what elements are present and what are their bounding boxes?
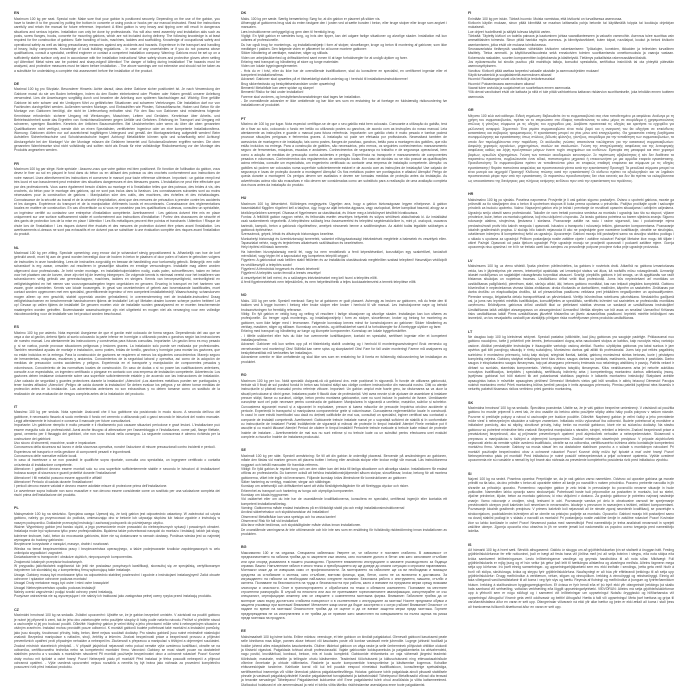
instruction-paragraph: Bemærk! Risiko for fald under installation! xyxy=(241,90,304,95)
instruction-paragraph: Vaarat tulee arvioida ja suojatoimet on suoritettava ennen asennusta. xyxy=(468,86,572,90)
instruction-text xyxy=(468,477,674,533)
instruction-paragraph: Uwaga! Druty metalowe mogą być ostre i mieć ostre krawędzie! xyxy=(14,581,110,586)
instruction-text xyxy=(14,613,220,669)
instruction-paragraph: - De ovenstående advarsler er ikke omfattende og bør ikke ses som en erstatning for at foretage en fuldstændig risikovurdering før installationen af produktet. xyxy=(241,99,447,108)
instruction-paragraph: Varning: Gabionerna måste endast installeras på en tillräckligt stabil yta och enligt installationsinstruktionerna! xyxy=(241,506,405,510)
language-code-label: GR xyxy=(468,108,474,113)
instruction-paragraph: Bezpieczne korzystanie z narzędzi, maszyn, drabin i rusztowań. xyxy=(14,542,110,547)
instruction-paragraph: Uso sicuro di strumenti, macchine, scale e impalcature. xyxy=(14,440,97,445)
instruction-paragraph: Maximální hmotnost 100 kg na sedadlo. Zvláštní upozornění: Ujistěte se, že je gabion bezpečně umístěn. V závislosti na použití gabionu je nutné jej připevnit k zemi, tak že jeho dno zabetonujete nebo použijete sloupky či háky podle našeho návodu. Pečlivě si přečtěte návod a uschovejte si jej pro budoucí použití. Důležité: Naplněný gabion je velmi těžký a jeho převrácení může vést k nebezpečným situacím a vážným zraněním. Instalaci mohou provádět pouze odborníci. K montáži gabionů budete potřebovat také montážní a instalační pomůcky, jako jsou sloupky, šroubovací příruby, háky, beton, které nejsou součástí dodávky. Pro stavbu gabionů jsou nutné minimálně následující znalosti: Bezpečná manipulace s nářadím, stroji, žebříky a lešením. Znalost bezpečnosti práce a bezpečnosti provozu a přijímání preventivních opatření proti případným nehodám a nebezpečím. Zkušenosti s přepravou a manipulací s těžkými a objemnými součástmi. Znalost místních stavebních předpisů. - V případě jakýchkoli nejasností nebo pokud nemáte výše uvedenou kvalifikaci, obraťte se na odborníka, certifikovaného technika nebo na kompetentní montážní firmu. Varování: Gabiony se musí stavět pouze na dostatečně stabilním povrchu a v souladu s montážním návodem! Při montáži používejte bezpečnostní obuv a ochranné rukavice! Pozor! Kovové dráty mohou mít špičaté a ostré hrany! Pozor! Nebezpečí pádu při montáži! Před instalací je třeba posoudit nebezpečí a přijmout ochranná opatření. - Výše uvedená upozornění nejsou rozsáhlá a neměla by být brána jako náhrada za provedení kompletního posouzení rizik před instalací produktu. xyxy=(14,613,220,670)
instruction-paragraph: - Hvis du er i tvivl, eller du ikke har de ovenstående kvalifikationer, skal du konsultere en specialist, en certificeret ingeniør eller et kompetent installationsfirma. xyxy=(241,68,447,77)
language-block xyxy=(14,405,220,497)
language-block xyxy=(14,82,220,153)
language-block xyxy=(468,330,674,392)
instruction-paragraph: Należy ocenić zagrożenia i podjąć środki ochrony przed instalacją. xyxy=(14,590,114,594)
text-columns xyxy=(14,11,674,696)
instruction-paragraph: Varoitus: Kivikorit pitää asettaa tarpeeksi vakaalle alustalle ja asennusohjeiden mukaan! xyxy=(468,68,599,73)
instruction-paragraph: Máximo de 100 kg por lugar. Nota especial: certifique-se de que o seu gabião está bem colocado. Consoante a utilização do gabião, terá de o fixar ao solo, colocando o fundo em betão ou utilizando postes ou ganchos, de acordo com as instruções do nosso manual. Leia atentamente as instruções e guarde o manual para futura referência. Importante: um gabião cheio é muito pesado e tombar poderá provocar situações perigosas e ferimentos graves. A instalação só pode ser efetuada por profissionais. Necessitará também de acessórios de montagem e de instalação, tais como postes, flanges de parafuso, ganchos, betão para a montagem dos gabiões, que não estão incluídos na entrega. Para a construção de gabiões, são necessários, pelo menos, os seguintes conhecimentos: manuseamento seguro de ferramentas, máquinas, escadas e andaimes. Conhecimentos de segurança no trabalho e de segurança operacional, bem como a adoção de medidas de precaução contra acidentes e perigos. Experiência no transporte e manuseamento de componentes pesados e volumosos. Conhecimentos dos regulamentos de construção locais. Em caso de dúvidas ou se não possuir as qualificações acima referidas, consulte um especialista, um engenheiro certificado ou contacte uma empresa de instalação competente. Atenção: os gabiões só podem ser colocados numa superfície suficientemente estável e de acordo com as instruções de instalação! Use calçado de segurança e luvas de proteção durante a montagem! Atenção! Os fios metálicos podem ser pontiagudos e afiados! Atenção! Perigo de queda durante a montagem! Os perigos devem ser avaliados e devem ser tomadas medidas de proteção antes da instalação. As advertências acima não são exaustivas e não devem ser consideradas como um substituto para a realização de uma avaliação completa dos riscos antes da instalação do produto. xyxy=(241,122,447,188)
instruction-text xyxy=(468,114,674,184)
instruction-paragraph: Znajomość lokalnych przepisów budowlanych. xyxy=(14,559,83,564)
instruction-paragraph: Maks. 100 kg per sæde. Særlig bemærkning: Sørg for, at din gabion er placeret på sikker vis. xyxy=(241,16,381,21)
column-2 xyxy=(241,11,447,696)
instruction-paragraph: Læs instruktionerne omhyggeligt og gem dem til fremtidig brug. xyxy=(241,29,336,34)
instruction-paragraph: Maksimaalselt 100 kg istme kohta. Eriline märkus: veenduge, et teie gabioon on kindlalt paigaldatud. Olenevalt gabiooni kasutusest peate selle kinnitama maa külge, pannes aluse betooni või kasutades poste või konkse vastavalt meie juhendile. Lugege juhiseid hoolikalt ja hoidke juhend alles edaspidiseks kasutamiseks. Oluline: täidetud gabioon on väga raske ja selle ümberminek põhjustab ohtlikke olukordi ja tõsiseid vigastusi. Paigaldada tohivad ainult professionaalid. Vajate gabioonide kokkupanekuks ja paigaldamiseks ka abivahendeid, nagu postid, kruviäärikud, konksud, betoon, mis ei kuulu komplekti. Gabioonide ehitamiseks on vaja vähemalt järgmisi teadmisi: tööriistade, masinate, redelite ja tellingute ohutu käsitsemine. Teadmised tööohutusest ja käitusohutusest ning ettevaatusabinõude võtmine õnnetuste ja ohtude vältimiseks. Raskete ja suurte komponentide transportimise ja käsitsemise kogemus. Kohalike ehituseeskirjade tundmine. Kahtluste korral või kui teil puudub eespool nimetatud kvalifikatsioon, konsulteerige spetsialistiga, sertifitseeritud inseneriga või võtke ühendust pädeva paigaldusettevõttega. Hoiatus: gabioone tohib paigaldada ainult piisavalt stabiilsele pinnale ja vastavalt paigaldusjuhistele! Kandke paigaldamisel turvajalatseid ja kaitsekindaid! Tähelepanu! Metalltraadid võivad olla teravad ja teravate servadega! Tähelepanu! Paigaldamisel kukkumise oht! Enne paigaldamist tuleb ohud analüüsida ja võtta kaitsemeetmed. Ülaltoodud hoiatused ei ole ammendavad ja neid ei tohiks võtta täieliku riskihindamise asendajana enne toote paigaldamist. xyxy=(241,634,447,687)
instruction-paragraph: Le avvertenze sopra indicate non sono esaustive e non devono essere considerate come un sostituto per una valutazione completa dei rischi prima dell'installazione del prodotto. xyxy=(14,488,220,497)
instruction-paragraph: Wiedza na temat bezpieczeństwa pracy i bezpieczeństwa operacyjnego, a także podejmowanie środków zapobiegawczych w celu uniknięcia wypadków i zagrożeń. xyxy=(14,546,220,555)
language-code-label: BG xyxy=(241,545,247,550)
instruction-paragraph: - I tilfelle usikkerhet eller hvis du ikke har ovennevnte kvalifikasjoner, kontakt en spesialist, sertifisert ingeniør eller et kompetent installasjonsfirma. xyxy=(241,333,447,342)
instruction-paragraph: Afhængigt af gabionens brug skal du enten fastgøre den i jorden ved at sætte bunden i beton, eller bruge stolper eller kroge som angivet i manualen. xyxy=(241,20,447,30)
instruction-text xyxy=(14,87,220,152)
instruction-paragraph: Kunskap om lokala byggnormer. xyxy=(241,492,290,497)
instruction-paragraph: Viden om arbejdssikkerhed og driftssikkerhed samt evnen til at tage forholdsregler for at undgå ulykker og farer. xyxy=(241,55,408,60)
language-code-label: NO xyxy=(241,293,247,298)
instruction-text xyxy=(14,512,220,599)
language-code-label: DK xyxy=(241,11,247,15)
instruction-text xyxy=(14,251,220,316)
instruction-paragraph: Powyższe ostrzeżenia nie są wyczerpujące i nie należy ich traktować jako zastępstwa pełnej oceny ryzyka przed instalacją produktu. xyxy=(14,594,212,599)
instruction-paragraph: Figyelem: A gabionokat csak kellően stabil felületen és az installációs utasításoknak megfelelően szabad telepíteni! Használjon védőcipőt és védőkesztyűt a telepítés során! xyxy=(241,258,447,267)
instruction-paragraph: Ha bármiben bizonytalanság merül fel, vagy ha nem rendelkezik a fenti képesítésekkel, konzultáljon egy szakértővel, tanúsított mérnökkel, vagy lépjen fel a kapcsolatot egy kompetens telepítő céggel. xyxy=(241,249,447,258)
language-block xyxy=(468,11,674,99)
instruction-paragraph: Erfaring med transport og håndtering af store og tunge materialer. xyxy=(241,59,340,64)
instruction-paragraph: Doświadczenie w transporcie i obsłudze ciężkich, nieporęcznych komponentów. xyxy=(14,555,133,560)
instruction-paragraph: In caso di incertezze o se non possiedi le qualifiche sopra riportate, consulta uno specialista, un ingegnere certificato o contatta un'azienda di installazione competente. xyxy=(14,458,220,467)
instruction-paragraph: Figyelem! A telepítés során fennáll a leesés veszélye! xyxy=(241,271,321,276)
instruction-paragraph: Attenzione: I gabbioni devono essere montati solo su una superficie sufficientemente stabile e secondo le istruzioni di installazione! Indossa scarpe di sicurezza e guanti protettivi durante l'installazione! xyxy=(14,466,220,476)
instruction-text xyxy=(241,202,447,285)
language-code-label: FR xyxy=(14,161,19,166)
instruction-paragraph: Använd säkerhetsskor och skyddshandskar vid installation! xyxy=(241,510,329,515)
language-block xyxy=(468,192,674,250)
language-block xyxy=(241,117,447,188)
instruction-text xyxy=(241,551,447,621)
language-code-label: LV xyxy=(468,258,473,263)
instruction-text xyxy=(241,299,447,364)
instruction-text xyxy=(468,548,674,609)
language-code-label: IT xyxy=(14,404,18,409)
instruction-text xyxy=(468,198,674,250)
language-code-label: EN xyxy=(14,11,20,15)
language-block xyxy=(468,259,674,321)
instruction-paragraph: Viktig: En fylt gabion er veldig tung og velting vil resultere i farlige situasjoner og alvorlige skader. Installasjon kan kun utføres av profesjonelle. Du trenger også monterings- og installasjonshjelp i form av stolper, skrueflenser, kroker og betong for montering av gabioner, som ikke følger med i leveransen. Følgende kunnskap kreves minst for konstruksjonen av gabioner: Sikker håndtering av verktøy, maskiner, stiger og stillaser. Kunnskap om arbeids- og driftssikkerhet samt å ta forholdsregler for å forebygge ulykker og farer. xyxy=(241,311,447,329)
instruction-paragraph: Esperienza nel trasporto e nella gestione di componenti pesanti e ingombranti. xyxy=(14,449,132,454)
instruction-paragraph: I pericoli devono essere valutati e devono essere adottate misure di protezione prima dell'installazione. xyxy=(14,484,168,489)
language-code-label: LT xyxy=(468,329,473,334)
instruction-paragraph: W przypadku jakichkolwiek wątpliwości lub jeśli nie posiadasz powyższych kwalifikacji, skonsultuj się ze specjalistą, certyfikowanym inżynierem lub skontaktuj się z kompetentną firmą wykonującą takie instalacje. xyxy=(14,563,220,573)
language-block xyxy=(14,11,220,73)
instruction-paragraph: Uwaga! Niebezpieczeństwo upadku podczas instalacji! xyxy=(14,585,96,590)
language-block xyxy=(241,293,447,364)
instruction-paragraph: Að hámarki 100 kg á hvert sæti. Sérstök athugasemd: Gakktu úr skugga um að grjóthleðslukarfan þín sé staðsett á öruggan hátt. Festing grjóthleðslukörfunnar fer eftir notkuninni, það er hægt að festa hana við jörðina með því að setja botninn í steypu, eða nota stólpa eða króka samkvæmt leiðbeiningunum. Lestu leiðbeiningarnar vandlega og geymdu handbókina til að nota síðar. Mikilvægt: Full grjóthleðslukarfa er mjög þung og ef hún veltur þá getur það leitt til hættulegra aðstæðna og alvarlegra meiðsla. Aðeins fagmenn mega setja upp körfurnar. Þú þarft einnig samsetningar- og uppsetningarhjálpartæki sem eru ekki innifalin í sendingu, þetta geta verið hlutir á borð við stólpa, skrúfukraga, króka og steypu fyrir grjóthleðslukörfuna. Nauðsynlegt er að búa yfir eftirfarandi þekkingu til að setja upp grjóthleðslukörfur: Örugg meðhöndlun á verkfærum, vélum, stigum og vinnupöllum. Þekking á vinnuöryggi og rekstraröryggi. Einnig að taka viðeigandi varúðarráðstafanir til að koma í veg fyrir slys og hættu. Reynsla af flutningi og meðhöndlun á þungum og fyrirferðarmiklum hlutum. Þekking á staðbundnum byggingarreglugerðum. Ef óvissa er fyrir hendi eða ef þú býrð ekki yfir ofangreindri þekkingu þá skaltu hafa samband við sérfræðing, vottaðan verkfræðing eða löggilt uppsetningarfyrirtæki. VIÐVÖRUN: Aðeins má setja grjóthleðslukörfurnar upp á yfirborði sem er nógu stöðugt og í samræmi við leiðbeiningar um uppsetningu! Notaðu öryggisskó og hlífðarhanska við uppsetningu! Athugaðu! Vírarnir geta verið oddhvassir og beittir! Athugaðu! Hætta á falli við uppsetningu! Meta þarf hættuna og grípa til varúðarráðstafana áður en varan er sett upp. Ofangreindar viðvaranir ná ekki yfir allar hættur og þeim er ekki ætlað að koma í stað þess að framkvæma fullkomið áhættumat áður en varan er sett upp. xyxy=(468,548,674,609)
instruction-paragraph: Conoscenza della sicurezza sul lavoro e della sicurezza operativa, nonché l'adozione di misure precauzionali contro incidenti e pericoli. xyxy=(14,445,216,450)
instruction-paragraph: Največ 100 kg na sedež. Posebna opomba: Prepričajte se, da je vaš gabion varno nameščen. Odvisno od uporabe gabiona ga morate pritrditi na tla tako, da dno pritrdite v beton ali uporabite stebre ali kavlje po navodilih v našem priročniku. Pozorno preberite navodila in jih shranite za prihodnjo uporabo. Pomembno: napolnjen gabion je zelo težak in prevračanje bo povzročilo nevarne situacije in hude poškodbe. Namestitev lahko opravijo samo strokovnjaki. Potrebovali boste tudi pripomočke za postavitev in montažo, kot so stebri, vijačne prirobnice, kljuke, beton za montažo gabionov, ki niso vključeni v dostavo. Za gradnjo gabionov je potrebno najmanj naslednje znanje: Varno rokovanje z orodjem, stroji, lestvami in odri. Poznavanje varstva pri delu in obratovalne varnosti ter sprejemanje previdnostnih ukrepov proti kakršnim koli nesrečam in nevarnostim. Izkušnje s prevozom in ravnanjem s težkimi, velikimi komponentami. Poznavanje lokalnih gradbenih predpisov. V primeru kakršnih koli nejasnosti ali če nimate zgoraj navedenih kvalifikacij, se posvetujte s strokovnjakom, pooblaščenim inženirjem ali se obrnite na pristojno podjetje za montažo. Opozorilo: Gabioni morajo biti postavljeni samo na dovolj stabilni podlagi in v skladu z navodili za montažo! Pri postavljanju nosite zaščitne čevlje in zaščitne rokavice! Pozor! Kovinske žice so lahko koničaste in ostre! Pozor! Nevarnost padca med namestitvijo! Pred namestitvijo je treba analizirati nevarnosti in sprejeti zaščitne ukrepe. Zgornja opozorila niso obsežna in jih ne smete jemati kot nadomestilo za popolno oceno tveganja pred namestitvijo izdelka. xyxy=(468,477,674,534)
instruction-text xyxy=(241,635,447,687)
instruction-paragraph: Vigtigt: En fyldt gabion er særdeles tung, og hvis den tipper, kan det udgøre farlige situationer og alvorlige skader. Installation må kun udføres af professionelle. xyxy=(241,33,447,43)
instruction-paragraph: Brug sikkerhedssko og beskyttelseshandsker under opsætning! xyxy=(241,81,336,86)
instruction-text xyxy=(14,410,220,497)
language-block xyxy=(241,373,447,439)
instruction-paragraph: Figyelem! A fémdrótok hegyesek és élesek lehetnek! xyxy=(241,267,320,272)
instruction-paragraph: Massimo 100 kg per seduta. Nota speciale: Assicurati che il tuo gabbione sia posizionato in modo sicuro. A seconda dell'uso del gabbione, è necessario fissarlo al suolo mettendo il fondo nel cemento o utilizzando pali o ganci secondo le istruzioni del nostro manuale. Leggi attentamente le istruzioni e conserva il manuale per future consultazioni. xyxy=(14,410,220,424)
instruction-text xyxy=(468,335,674,391)
instruction-paragraph: Vid osäkerhet eller om du inte har de ovanstående kvalifikationerna, konsultera en specialist, certifierad ingenjör eller kontakta ett kompetent installationsföretag. xyxy=(241,497,447,506)
language-code-label: NL xyxy=(14,245,19,250)
instruction-paragraph: Viktigt: En fylld gabion är mycket tung och om den välter kan det leda till farliga situationer och allvarliga skador. Installationen får endast utföras av professionella. Du kommer också att behöva installationshjälpmedel såsom stolpar, skruvflänsar, krokar, betong för att montera gabionerna, vilket inte ingår vid leveransen. Följande kunskap krävs åtminstone för konstruktionen av gabioner: xyxy=(241,466,447,480)
instruction-text xyxy=(468,406,674,462)
language-block xyxy=(468,108,674,183)
instruction-paragraph: Enintään 100 kg per istuin. Tärkeä huomio: Muista varmistaa, että kivikorisi on turvallisessa asennossa. xyxy=(468,16,623,21)
instruction-paragraph: Farerne skal vurderes, og beskyttelsesforanstaltninger skal tages før installation. xyxy=(241,94,361,99)
language-code-label: SI xyxy=(468,471,472,476)
language-block xyxy=(14,162,220,237)
instruction-paragraph: Advarslene ovenfor er ikke omfattende og skal ikke ses som en erstatning for å foreta en fullstendig risikovurdering før installasjon av produktet. xyxy=(241,355,447,364)
language-code-label: ES xyxy=(14,325,19,330)
instruction-text xyxy=(14,167,220,237)
instruction-paragraph: Ne daugiau kaip 100 kg kiekvienai sėdynei. Speciali pastaba: įsitikinkite, kad jūsų gabionas yra saugioje padėtyje. Priklausomai nuo gabiono naudojimo, turite jį pritvirtinti prie žemės, įbetonuodami dugną arba naudodami stulpus ar kablius, kaip nurodyta mūsų vartotojo vadove. Atidžiai perskaitykite instrukcijas ir išsaugokite vartotojo vadovą ateičiai. Svarbu: užpildytas gabionas yra labai sunkus ir jam apvirtus gali kilti pavojingų situacijų ir rimtų sužalojimų. Montavimo darbus gali atlikti tik profesionalai. Jums taip pat reikės pagalbinių surinkimo ir montavimo priemonių, tokių kaip stulpai, srieginiai flanšai, kabliai, gabionų montavimui skirtas betonas, kurie į pristatymo komplektą neįeina. Gabionų statybai reikalingos bent šios žinios: saugus darbas su įrankiais, mašinomis, kopėčiomis ir pastoliais. Darbo saugos ir eksploatavimo saugos išmanymas, taip pat atsargumo priemonių ėmimasis nuo nelaimingų atsitikimų ir pavojų. Patirtis vežant ir dirbant su sunkiais, stambiais komponentais. Vietinių statybos taisyklių išmanymas. Kilus neaiškumams arba jei neturite aukščiau nurodytos kvalifikacijos, kreipkitės į specialistą, sertifikuotą inžinierių arba į kompetentingą montavimo darbus atliekančią įmonę. Įspėjimas: gabionai turi būti statomi tik ant pakankamai stabilaus pagrindo ir laikantis montavimo instrukcijų! Statydami avėkite apsauginius batus ir mūvėkite apsaugines pirštines! Dėmesio! Metalinės vielos gali būti smailios ir aštrių briaunų! Dėmesio! Pavojus nukristi montavimo metu! Prieš montavimą būtina įvertinti pavojus ir imtis apsaugos priemonių. Pirmiau pateikti įspėjimai nėra išsamūs ir neturėtų pakeisti išsamaus rizikos vertinimo prieš gaminio montavimą. xyxy=(468,335,674,392)
instruction-paragraph: Yllä olevat varoitukset eivät ole kattavia ja niitä ei tule pitää vaihtoehtona kattavan riskiarvion suorittamiselle, joka tehdään ennen tuotteen asennusta. xyxy=(468,90,674,99)
language-block xyxy=(14,246,220,317)
instruction-paragraph: A veszélyeket fel kell mérni, és a szükséges intézkedéseket meg kell hozni a telepítés előtt. xyxy=(241,275,378,280)
language-block xyxy=(241,196,447,284)
instruction-text xyxy=(14,331,220,396)
instruction-paragraph: Lue ohjeet huolellisesti ja säilytä tulevaa käyttöä varten. xyxy=(468,29,552,34)
language-code-label: SK xyxy=(468,400,474,405)
instruction-paragraph: Erfaring med transport og håndtering av tunge og klumpete komponenter. Kunnskap om lokale byggeforskrifter. xyxy=(241,329,407,334)
instruction-paragraph: Uwaga: Gabiony muszą być montowane tylko na odpowiednio stabilnej powierzchni i zgodnie z instrukcjami instalacyjnymi! Załóż obuwie ochronne i rękawice ochronne podczas montażu! xyxy=(14,572,220,581)
instruction-paragraph: Erfarenhet av transport och hantering av tunga och otympliga komponenter. xyxy=(241,488,354,493)
language-code-label: DE xyxy=(14,81,20,86)
language-code-label: EE xyxy=(241,629,246,634)
instruction-paragraph: Tärkeää: Täytetty kivikori on todella painava ja kaatuminen johtaa vaaratilanteeseen ja vakaviin vammoihin. Asennus tulee suorittaa vain ammattilaisten toimesta. Sinun pitää hankkia myös asennus- ja kiinnitystarvikkeet, kuten tolpat, ruuvilaipat, koukut ja betoni kivikorin asentamiseen, jotka eivät ole mukana toimituksessa. xyxy=(468,33,674,47)
instruction-paragraph: Du har også brug for monterings- og installationshjælp i form af stolper, skrueflanger, kroge og beton til montering af gabioner, som ikke medfølger i pakken. Den følgende viden er påkrævet for at kunne montere gabioner: xyxy=(241,42,447,51)
instruction-paragraph: Maksimalno 100 kg po sjedalu. Posebna napomena: Provjerite je li vaš gabion sigurno postavljen. Ovisno o upotrebi gabiona, morate ga pričvrstiti za tlo stavljanjem dna u beton ili upotrebom stupova ili kuka prema uputama u priručniku. Pažljivo pročitajte upute i sačuvajte priručnik za buduću upotrebu. Važno: Napunjeni gabion vrlo je težak i prevrtanje će rezultirati opasnim situacijama i ozbiljnim ozljedama. Ugradnju smiju obaviti samo profesionalci. Također će vam trebati pomoćna sredstva za montažu i ugradnju kao što su stupovi, vijčane prirubnice, kuke, beton za montažu gabiona, koji nisu uključeni u isporuku. Za izradu gabiona potrebna su barem sljedeća znanja: Sigurno rukovanje alatima, strojevima, ljestvama i skelama. Poznavanje zaštite na radu i radne sigurnosti, kao i poduzimanje mjera predostrožnosti protiv bilo kakvih nezgoda i opasnosti. Iskustvo u transportu i rukovanju teškim, glomaznim komponentama. Poznavanje lokalnih građevinskih propisa. U slučaju bilo kakvih nejasnoća ili ako ne posjedujete gore navedene kvalifikacije, obratite se stručnjaku, ovlaštenom inženjeru ili kompetentnoj tvrtki za ugradnju. Upozorenje: Gabioni moraju biti postavljeni samo na dovoljno stabilnu podlogu i u skladu s uputama za ugradnju! Prilikom postavljanja nosite zaštitne cipele i zaštitne rukavice! Pažnja! Metalne žice mogu biti šiljate i oštre! Pažnja! Opasnost od pada tijekom ugradnje! Prije ugradnje moraju se procijeniti opasnosti i poduzeti zaštitne mjere. Gornja upozorenja nisu opsežna i ne bi ih se trebalo uzeti kao zamjenu za provođenje potpune procjene rizika prije ugradnje proizvoda. xyxy=(468,197,674,250)
language-code-label: SE xyxy=(241,448,246,453)
column-1 xyxy=(14,11,220,696)
language-code-label: IS xyxy=(468,542,472,547)
instruction-text xyxy=(241,17,447,108)
language-block xyxy=(14,325,220,396)
language-code-label: PT xyxy=(241,116,246,121)
instruction-paragraph: Jos epävarmuutta tai sinulta puuttuu yllä mainittuja taitoja, konsultoi spesialistia, sertifioitua insinööriä tai ota yhteyttä pätevään asennusyritykseen. xyxy=(468,59,674,69)
instruction-paragraph: Maximálna hmotnosť 100 kg na sedadlo. Špeciálna poznámka: Uistite sa, že je váš gabion bezpečne umiestnený. V závislosti od použitia gabionu ho musíte pripevniť k zemi tak, že dno osadíte do betónu alebo použijete stĺpiky alebo háky podľa pokynov v našom návode. Pozorne si prečítajte pokyny a návod si uschovajte pre budúce použitie. Dôležité: Naplnený gabion je veľmi ťažký a jeho prevrátenie môže viesť k nebezpečným situáciám a vážnym zraneniam. Inštaláciu môžu vykonávať iba odborníci. Budete potrebovať aj montážne a inštalačné pomôcky, ako sú stĺpiky, skrutkové príruby, háky, betón na montáž gabionov, ktoré nie sú súčasťou dodávky. Na stavbu gabionov sú potrebné minimálne tieto znalosti: Bezpečná manipulácia s náradím, strojmi, rebríkmi a lešením. Znalosť bezpečnosti práce a prevádzkovej bezpečnosti, ako aj prijímanie preventívnych opatrení proti akýmkoľvek nehodám a nebezpečenstvám. Skúsenosti s prepravou a manipuláciou s ťažkými a objemnými komponentmi. Znalosť miestnych stavebných predpisov. V prípade akýchkoľvek nejasností alebo ak nemáte vyššie uvedenú kvalifikáciu, obráťte sa na odborníka, certifikovaného inžiniera alebo kontaktujte kompetentnú montážnu firmu. Varovanie: Gabiony sa musia stavať len na dostatočne stabilnom povrchu a v súlade s montážnym návodom! Pri montáži používajte bezpečnostnú obuv a ochranné rukavice! Pozor! Kovové drôty môžu byť špicaté a mať ostré hrany! Pozor! Nebezpečenstvo pádu pri montáži! Pred inštaláciou je nutné posúdiť nebezpečenstvá a prijať ochranné opatrenia. Vyššie uvedené upozornenia nie sú rozsiahle a nemali by byť brané ako náhrada za prevedenie kompletného posúdenia rizík pred inštaláciou výrobku. xyxy=(468,406,674,463)
language-block xyxy=(241,545,447,620)
instruction-paragraph: Maximal 100 kg pro Sitzplatz. Besonderer Hinweis: Achte darauf, dass deine Gabione sicher positioniert ist. Je nach Verwendung der Gabione musst du sie am Boden befestigen, indem du den Boden einbetonierst oder Pfosten oder Haken gemäß unserer Anleitung verwendest. Lies die Anweisungen sorgfältig durch und bewahre die Anleitung zum späteren Nachschlagen auf. Wichtig: Eine gefüllte Gabione ist sehr schwer und ein Umkippen führt zu gefährlichen Situationen und schweren Verletzungen. Die Installation darf nur von Fachleuten durchgeführt werden. Außerdem werden Montage- und Einbauhilfen wie Pfosten, Schraubflansche, Haken und Beton für die Montage von Gabionen benötigt, die nicht im Lieferumfang enthalten sind. Für den Bau von Gabionen sind mindestens folgende Kenntnisse erforderlich: sicherer Umgang mit Werkzeugen, Maschinen, Leitern und Gerüsten. Kenntnisse über Arbeits- und Betriebssicherheit sowie das Ergreifen von Vorsichtsmaßnahmen gegen Unfälle und Gefahren. Erfahrung im Transport und Umgang mit schweren, sperrigen Bauteilen. Kenntnis der örtlichen Bauvorschriften. Bei Unsicherheiten oder wenn du über die oben genannten Qualifikationen nicht verfügst, wende dich an einen Spezialisten, zertifizierten Ingenieur oder an eine kompetente Installationsfirma. Warnung: Gabionen dürfen nur auf ausreichend tragfähigem Untergrund und gemäß der Montageanleitung aufgestellt werden! Beim Aufstellen Sicherheitsschuhe und Schutzhandschuhe tragen! Achtung! Metalldrähte können spitz und scharfkantig sein! Achtung! Absturzgefahr bei der Montage! Vor der Montage müssen die Gefahren bewertet und Schutzmaßnahmen ergriffen werden. Die oben genannten Warnhinweise sind nicht vollständig und sollten nicht als Ersatz für eine vollständige Risikobewertung vor der Montage des Produkts angesehen werden. xyxy=(14,87,220,153)
instruction-paragraph: Fontos: A feltöltött gabion nagyon nehéz, és felborulás esetén veszélyes helyzetek és súlyos sérülések alakulhatnak ki. Az installálást csak szakemberek végezhetik. A telepítéshez szükség lesz összeszerelési és telepítési segédeszközökre is, mint pl. oszlopok, csavaros karimák, kampók, beton a gabionok rögzítéséhez, amelyek nincsenek benne a szállítmányban. Az alábbi tudás legalább szükséges a gabionok építéséhez: xyxy=(241,214,447,232)
instruction-paragraph: Maximalt 100 kg per säte. Speciell anmärkning: Se till att din gabion är ordentligt placerad. Beroende på användningen av gabionen, måste den fästas vid marken genom att placera botten i betong eller använda stolpar eller krokar enligt vår manual. Läs instruktionerna noggrant och behåll manualen för framtida referens. xyxy=(241,453,447,467)
language-block xyxy=(468,543,674,609)
instruction-paragraph: Observera! Metalltrådar kan vara spetsiga och ha vassa kanter! xyxy=(241,514,336,519)
instruction-paragraph: Huomio! Rautalangat voivat olla teräviä ja teräväreunaisia! xyxy=(468,77,556,82)
instruction-paragraph: Maks. 100 kg per sete. Spesiell merknad: Sørg for at gabionen er godt plassert. Avhengig av bruken av gabionen, må du feste den til bakken ved å legge bunnen i betong eller bruke stolper eller kroker i henhold til vår manual. Les instruksjonene nøye og behold bruksanvisningen for fremtidig referanse. xyxy=(241,298,447,312)
instruction-paragraph: Viden om lokale bygningsreglementer. xyxy=(241,64,298,69)
instruction-paragraph: Máximo 100 kg por asiento. Nota especial: Asegúrese de que el gavión esté colocado de forma segura. Dependiendo del uso que se vaya a dar al gavión, deberá fijarlo al suelo colocando la parte inferior en hormigón o utilizando postes o ganchos según las instrucciones de nuestro manual. Lea atentamente las instrucciones y consérvelas para futuras consultas. Importante: Un gavión lleno es muy pesado y, si se vuelca, puede provocar situaciones peligrosas y lesiones graves. La instalación solo puede ser realizada por profesionales. También necesitará ayudas de montaje e instalación, como postes, bridas de tornillo, ganchos y hormigón para montar los gaviones, que no están incluidos en la entrega. Para la construcción de gaviones se requieren al menos los siguientes conocimientos: Manejo seguro de herramientas, máquinas, escaleras y andamios. Conocimientos de la seguridad laboral y operativa, así como de la adopción de medidas de precaución contra accidentes y peligros. Experiencia en el transporte y manipulación de componentes pesados y voluminosos. Conocimiento de las normativas locales de construcción. En caso de dudas o si no posee las cualificaciones anteriores, consulte a un especialista, un ingeniero certificado o póngase en contacto con una empresa de instalación competente. Advertencia: Los gaviones deben instalarse únicamente sobre una superficie suficientemente estable y de acuerdo con las instrucciones de instalación. ¡Use calzado de seguridad y guantes protectores durante la instalación! ¡Atención! ¡Los alambres metálicos pueden ser puntiagudos y tener bordes afilados! ¡Atención! ¡Peligro de caída durante la instalación! Se deben evaluar los peligros y se deben tomar medidas de protección antes de la instalación. Las advertencias anteriores no son exhaustivas y no deben tomarse como un sustituto de la realización de una evaluación de riesgos completa antes de la instalación del producto. xyxy=(14,330,220,396)
instruction-paragraph: Attenzione! I fili metallici possono essere appuntiti e affilati! xyxy=(14,475,102,480)
instruction-text xyxy=(468,264,674,320)
instruction-paragraph: Alla faror måste bedömas, och skyddsåtgärder måste vidtas innan installationen. xyxy=(241,523,362,528)
instruction-paragraph: A fenti figyelmeztetések nem teljeskörűek, és nem helyettesíthetik a teljes kockázatelemzést a termék telepítése előtt. xyxy=(241,280,417,285)
instruction-paragraph: Sikker håndtering af værktøjer, maskiner, stiger og stillads. xyxy=(241,51,329,56)
instruction-paragraph: Μέγιστο 100 κιλά ανά κάθισμα. Ειδική σημείωση: Βεβαιωθείτε ότι το συρματοκιβώτιό σας είναι τοποθετημένο με ασφάλεια. Ανάλογα με τη χρήση του συρματοκιβωτίου, πρέπει να το στερεώσετε στο έδαφος τοποθετώντας το κάτω μέρος σε σκυρόδεμα ή χρησιμοποιώντας στύλους ή γάντζους σύμφωνα με τις οδηγίες του εγχειριδίου μας. Διαβάστε προσεκτικά τις οδηγίες και κρατήστε το εγχειρίδιο για μελλοντική αναφορά. Σημαντικό: Ένα γεμάτο συρματοκιβώτιο είναι πολύ βαρύ και η ανατροπή του θα οδηγήσει σε επικίνδυνες καταστάσεις και σοβαρούς τραυματισμούς. Η εγκατάσταση μπορεί να γίνει μόνο από επαγγελματίες. Θα χρειαστείτε επίσης βοηθήματα συναρμολόγησης και εγκατάστασης όπως στύλους, βιδωτές φλάντζες, γάντζους, σκυρόδεμα για την τοποθέτηση των συρματοκιβωτίων, τα οποία δεν περιλαμβάνονται στην παράδοση. Οι ακόλουθες γνώσεις απαιτούνται τουλάχιστον για την κατασκευή συρματοκιβωτίων: Ασφαλής χειρισμός εργαλείων, μηχανημάτων, σκαλών και σκαλωσιών. Γνώση της επαγγελματικής ασφάλειας και της λειτουργικής ασφάλειας καθώς και λήψη προληπτικών μέτρων έναντι τυχόν ατυχημάτων και κινδύνων. Εμπειρία στη μεταφορά και στον χειρισμό βαρέων, ογκωδών εξαρτημάτων. Γνώση των τοπικών οικοδομικών κανονισμών. Σε περίπτωση αβεβαιότητας ή εάν δεν διαθέτετε τα παραπάνω προσόντα, συμβουλευτείτε έναν ειδικό, πιστοποιημένο μηχανικό ή επικοινωνήστε με μια αρμόδια εταιρεία εγκατάστασης. Προειδοποίηση: Τα συρματοκιβώτια πρέπει να τοποθετούνται μόνο σε επαρκώς σταθερή επιφάνεια και σύμφωνα με τις οδηγίες εγκατάστασης! Φοράτε παπούτσια ασφαλείας και προστατευτικά γάντια κατά την εγκατάσταση! Προσοχή! Τα μεταλλικά σύρματα μπορεί να είναι μυτερά και αιχμηρά! Προσοχή! Κίνδυνος πτώσης κατά την εγκατάσταση! Οι κίνδυνοι πρέπει να αξιολογηθούν και να ληφθούν προστατευτικά μέτρα πριν από την εγκατάσταση. Οι παραπάνω προειδοποιήσεις δεν είναι εκτενείς και δεν θα πρέπει να εκλαμβάνονται ως υποκατάστατο της διενέργειας μιας πλήρους εκτίμησης κινδύνου πριν από την εγκατάσταση του προϊόντος. xyxy=(468,113,674,183)
language-code-label: HR xyxy=(468,192,474,197)
instruction-text xyxy=(241,122,447,187)
language-block xyxy=(468,401,674,463)
language-block xyxy=(241,629,447,687)
instruction-paragraph: Seuraavanlaista tietämystä vaaditaan vähintään kivikorien rakentamiseen: Työkalujen, koneiden, tikkaiden ja telineiden turvallinen käsittely. Tietoa ammatti- ja käyttöturvallisuudesta sekä ennakoivien toimien suorittamisesta onnettomuuksia ja vaaroja vastaan. Kokemusta raskaiden, suurten komponenttien kuljetuksesta ja käsittelystä. Tietämys paikallisista rakennussäännöksistä. xyxy=(468,46,674,60)
instruction-paragraph: Huomio! Putoamisvaara asennuksen aikana! xyxy=(468,81,535,86)
instruction-paragraph: Käytä turvakenkiä ja suojakäsineitä asennuksen aikana! xyxy=(468,72,552,77)
instruction-paragraph: Conoscenza delle normative edilizie locali. xyxy=(14,453,78,458)
language-block xyxy=(241,448,447,536)
language-block xyxy=(14,506,220,598)
instruction-paragraph: Importante: Un gabbione riempito è molto pesante e il ribaltamento può causare situazioni pericolose e gravi lesioni. L'installazione può essere eseguita solo da professionisti. Avrai anche bisogno di attrezzature per l'assemblaggio e l'installazione, come pali, flange filettate, ganci, cemento per il fissaggio dei gabbioni, che non sono inclusi nella consegna. La seguente conoscenza è almeno richiesta per la costruzione dei gabbioni: xyxy=(14,423,220,441)
instruction-paragraph: Ważne: Wypełniony gabion jest bardzo ciężki, a jego przewrócenie może prowadzić do niebezpiecznych sytuacji i poważnych obrażeń. Instalacja może być wykonana tylko przez profesjonalistów. Będziesz także potrzebować narzędzi do montażu i instalacji, takich jak słupy, kołnierze śrubowe, haki, beton do mocowania gabionów, które nie są dostarczane w ramach dostawy. Poniższa wiedza jest co najmniej wymagana do budowy gabionów: xyxy=(14,524,220,542)
language-code-label: PL xyxy=(14,506,19,511)
instruction-paragraph: Advarsel: Gabioner skal opsættes på et tilstrækkeligt stabilt underlag og i henhold til installationsinstruktionerne! xyxy=(241,77,408,82)
language-code-label: FI xyxy=(468,11,472,15)
instruction-paragraph: Maximaal 100 kg per zitting. Speciale opmerking: zorg ervoor dat je schanskorf stevig gepositioneerd is. Afhankelijk van hoe de korf gebruikt wordt, moet hij aan de grond worden bevestigd door de bodem in beton te plaatsen of door palen of haken te gebruiken volgens de instructies in onze handleiding. Lees de instructies zorgvuldig en bewaar de handleiding voor toekomstig gebruik. Belangrijk: een volle schanskorf is erg zwaar, omvallen zal resulteren in gevaarlijke situaties en ernstige verwondingen. Installatie mag alleen worden uitgevoerd door professionals. Je hebt verder montage- en installatiehulpmiddelen nodig, zoals palen, schroefflenzen, haken en beton voor het plaatsen van de korven, deze zijn niet bij de levering inbegrepen. De volgende kennis is minimaal vereist voor het installeren van schanskorven: veilig gebruik van gereedschappen, machines, ladders en steigers. Kennis van beroepsveiligheid, werkveiligheid en veiligheidsgebied en het nemen van voorzorgsmaatregelen tegen ongelukken en gevaren. Ervaring in transport en het hanteren van zware, grote onderdelen. Kennis van lokale bouwregels. In geval van onzekerheden of gebrek aan bovenstaande kwalificaties, moet contact worden opgenomen met een specialist, gecertificeerde ingenieur of een competent installatiebedrijf. Waarschuwing: schanskorven mogen alleen op een geschikt, stabiel oppervlak worden geïnstalleerd, in overeenstemming met de installatie-instructies! Draag veiligheidsschoenen en beschermende handschoenen tijdens de installatie! Let op! Metalen draden kunnen scherpe punten hebben! Let op! Gevaar op vallen tijdens de installatie! De gevaren moeten vóór de installatie worden geanalyseerd en er moeten beschermende maatregelen worden getroffen. Bovenstaande waarschuwingen zijn niet uitgebreid en mogen niet als vervanging voor een volledige risicobeoordeling voor de installatie van het product worden beschouwd. xyxy=(14,251,220,316)
language-block xyxy=(14,608,220,670)
language-code-label: HU xyxy=(241,196,247,201)
instruction-paragraph: Attenzione! Pericolo di caduta durante l'installazione! xyxy=(14,479,93,484)
instruction-paragraph: Maximum 100 kg per seat. Special note: Make sure that your gabion is positioned securely. Depending on the use of the gabion, you have to fasten it to the ground by putting the bottom in concrete or using posts or hooks per our manual instructed. Read the instructions carefully and retain the manual for future reference. Important: A filled gabion is very heavy and tipping over will result in dangerous situations and serious injuries. Installation can only be done by professionals. You will also need assembly and installation aids such as posts, screw flanges, hooks, concrete for mounting gabions, which are not included during delivery. The following knowledge is at least required for the construction of gabions: Safe handling of tools, machines, ladders and scaffolding. Knowledge of occupational safety and operational safety as well as taking precautionary measures against any accidents and hazards. Experience in the transport and handling of heavy, bulky components. Knowledge of local building regulations. - In case of any uncertainties or if you do not possess above qualifications, consult a specialist, certified engineer or contact a competent installation company. Warning: Gabions must be set up on a sufficiently stable surface only and in accordance with the installation instructions! Wear safety shoes and protective gloves when setting up! Attention! Metal wires can be pointed and sharp-edged! Attention! The danger of falling during installation! The hazards must be analyzed, and protective measures must be taken before installation. - The above warnings are not extensive and should not be taken as a substitute for undertaking a complete risk assessment before the installation of the product. xyxy=(14,16,220,73)
instruction-paragraph: Kivikorin käytön mukaan, sinun pitää kiinnittää se maahan laittamalla pohja betoniin tai käyttämällä tolppia tai koukkuja ohjekirjan mukaisesti. xyxy=(468,20,674,30)
instruction-paragraph: Maksymalnie 100 kg na siedzisko. Specjalna uwaga: Upewnij się, że twój gabion jest odpowiednio ustawiony. W zależności od użycia gabionu, należy go przymocować do podłoża, umieszczając dno w betonie lub używając słupków lub haków zgodnie z instrukcją w naszym podręczniku. Dokładnie przeczytaj instrukcję i zachowaj podręcznik do późniejszego użytku. xyxy=(14,511,220,525)
instruction-paragraph: Maximum 100 kg par siège. Note spéciale : Assurez-vous que votre gabion est bien positionné. En fonction de l'utilisation du gabion, vous devez le fixer au sol en plaçant le fond dans du béton ou en utilisant des poteaux ou des crochets conformément aux instructions de notre manuel. Lisez attentivement les instructions et conservez le manuel pour toute référence ultérieure. Important : un gabion rempli est très lourd et son basculement peut entraîner des situations dangereuses et des blessures graves. L'installation ne peut être effectuée que par des professionnels. Vous aurez également besoin d'aides au montage et à l'installation telles que des poteaux, des brides à vis, des crochets, du béton pour le montage des gabions, qui ne sont pas inclus dans la livraison. Les connaissances suivantes sont au moins nécessaires pour la construction de gabions : Manipulation sûre des outils, des machines, des échelles et des échafaudages. Connaissance de la sécurité au travail et de la sécurité d'exploitation, ainsi que des mesures de précaution à prendre contre les accidents et les dangers. Expérience du transport et de la manipulation d'éléments lourds et encombrants. Connaissance des réglementations locales en matière de construction. En cas d'incertitude ou si vous ne possédez pas les qualifications ci-dessus, consultez un spécialiste, un ingénieur certifié ou contactez une entreprise d'installation compétente. Avertissement : Les gabions doivent être mis en place uniquement sur une surface suffisamment stable et conformément aux instructions d'installation ! Portez des chaussures de sécurité et des gants de protection lors de la mise en place ! Attention ! Les fils métalliques peuvent être pointus et tranchants ! Attention ! Risque de chute lors de l'installation ! Les risques doivent être évalués et des mesures de protection doivent être prises avant l'installation. Les avertissements ci-dessus ne sont pas exhaustifs et ne doivent pas se substituer à une évaluation complète des risques avant l'installation du produit. xyxy=(14,167,220,237)
language-block xyxy=(241,11,447,108)
instruction-paragraph: Advarsel: Gabioner må kun settes opp på et tilstrekkelig stabilt underlag og i henhold til monteringsanvisningen! Bruk vernesko og vernehansker ved montering! Obs! Ståltråd kan være spiss og skarpkantet! Obs! Fare for fall under montering! Farene må analyseres og beskyttelsestiltak må iverksettes før installasjon. xyxy=(241,342,447,356)
instruction-paragraph: Bemærk! Metaltråde kan være spidse og skarpe! xyxy=(241,86,314,90)
language-block xyxy=(468,472,674,534)
language-code-label: CZ xyxy=(14,607,19,612)
instruction-text xyxy=(468,17,674,100)
instruction-text xyxy=(241,379,447,440)
instruction-paragraph: Munkahelyi biztonsági és üzembiztonsági ismeretek, valamint elővigyázatossági intézkedések megtétele a balesetek és veszélyek ellen. Tapasztalat nehéz, nagy és terjedelmes alkatrészek szállításában és kezelésében. xyxy=(241,236,447,245)
column-3 xyxy=(468,11,674,696)
instruction-paragraph: Säker hantering av verktyg, maskiner, stegar och ställningar. xyxy=(241,479,332,484)
instruction-paragraph: Kunskap om arbetsmiljö och driftsäkerhet samt att vidta försiktighetsåtgärder för att förebygga olyckor och risker. xyxy=(241,484,409,489)
instruction-text xyxy=(241,454,447,537)
language-code-label: RO xyxy=(241,373,247,378)
instruction-paragraph: Observera! Risk för fall vid installation! xyxy=(241,519,299,524)
instruction-paragraph: Szerszámok, gépek, létrák és állványok biztonságos kezelése. xyxy=(241,232,335,237)
instruction-paragraph: Maksimums 100 kg uz vienu sēdekli. Īpaša piezīme: pārliecinieties, ka gabions ir novietots droši. Atkarībā no gabiona izmantošanas veida, tas ir jāpiestiprina pie zemes, iebetonējot apakšdaļu vai izmantojot stabus vai āķus, kā norādīts mūsu rokasgrāmatā. Uzmanīgi izlasiet norādījumus un saglabājiet rokasgrāmatu turpmākai atsaucei. Svarīgi: piepildīts gabions ir ļoti smags, un tā apgāšanās var radīt bīstamas situācijas un nopietnas traumas. Uzstādīšanu drīkst veikt tikai profesionāļi. Jums būs nepieciešami arī montāžas un uzstādīšanas palīglīdzekļi, piemēram, stabi, skrūvju atloki, āķi, betons gabionu montāžai, kas nav iekļauti piegādes komplektā. Gabionu būvniecībai ir nepieciešamas vismaz šādas zināšanas: droša rīkošanās ar darbarīkiem, mašīnām, kāpnēm un sastatnēm. Zināšanas par darba drošību un ekspluatācijas drošību, kā arī piesardzības pasākumu veikšana pret jebkādiem negadījumiem un apdraudējumiem. Pieredze smagu, lielgabarīta detaļu transportēšanā un pārvietošanā. Vietējo būvniecības noteikumu pārzināšana. Neskaidrību gadījumā vai, ja jums nav iepriekš minētās kvalifikācijas, konsultējieties ar speciālistu, sertificētu inženieri vai sazinieties ar profesionālu montāžas uzņēmumu. Brīdinājums: gabionus drīkst uzstādīt tikai uz pietiekami stabilas virsmas un saskaņā ar uzstādīšanas instrukcijām! Uzstādīšanas laikā valkājiet aizsargapavus un aizsargcimdus! Uzmanību! Metāla stieples var būt asas un smailas! Uzmanību! Krišanas risks uzstādīšanas laikā! Pirms uzstādīšanas jāizvērtē bīstamība un jāveic aizsardzības pasākumi. Iepriekš minētie brīdinājumi nav izsmeļoši, un tos nevajadzētu uzskatīt par aizstājēju pilnīgam riska novērtējumam pirms produkta uzstādīšanas. xyxy=(468,264,674,321)
instruction-text xyxy=(14,17,220,73)
instruction-paragraph: De ovanstående varningarna är inte uttömmande och bör inte ses som en ersättning för fullständig riskbedömning innan installationen av produkten. xyxy=(241,527,447,537)
instruction-paragraph: Максимално 100 кг на седалка. Специална забележка: Уверете се, че габионът е поставен стабилно. В зависимост от предназначението на габиона трябва да го закрепите към земята, като поставите дъното в бетон или като използвате стълбове или куки според указанията в нашето ръководство. Прочетете внимателно инструкциите и запазете ръководството за бъдещи справки. Важно: Напълненият габион е много тежък и преобръщането му ще доведе до опасни ситуации и сериозни наранявания. Монтажът може да се извършва само от професионалисти. За монтирането на габионите ще са ви необходими и помощни средства за сглобяване и монтаж, като стълбове, винтови фланци, куки, бетон, които не са включени в доставката. За изграждането на габиони са необходими най-малко следните познания: Безопасна работа с инструменти, машини, стълби и скелета. Познаване на безопасността на труда и безопасността при работа, както и вземане на предпазни мерки срещу всякакви злополуки и опасности. Опит в транспортирането и обработката на тежки и обемисти компоненти. Познаване на местните строителни разпоредби. В случай на неясноти или ако не притежавате гореспоменатите квалификации, консултирайте се със специалист, сертифициран инженер или се свържете с компетентна монтажна фирма. Внимание: Габионите трябва да се монтират само върху достатъчно стабилна повърхност и в съответствие с инструкциите за монтаж! Носете предпазни обувки и защитни ръкавици при монтажа! Внимание! Металните жици могат да бъдат заострени и с остри ръбове! Внимание! Опасност от падане по време на монтажа! Опасностите трябва да се оценят и да се вземат защитни мерки преди монтажа. Горните предупреждения не са изчерпателни и не трябва да се приемат като заместител на извършването на пълна оценка на риска преди монтажа на продукта. xyxy=(241,550,447,621)
instruction-paragraph: Helyi építési előírások ismerete. xyxy=(241,245,289,250)
instruction-paragraph: Maximum 100 kg per loc. Notă specială: Asigurați-vă că gabionul dvs. este poziționat în siguranță. În funcție de utilizarea gabionului, trebuie să îl fixați de sol punând fundul în beton sau folosind stâlpi sau cârlige conform instrucțiunilor din manualul nostru. Citiți cu atenție instrucțiunile și păstrați manualul pentru referințe viitoare. Important: Un gabion umplut este foarte greu, iar răsturnarea sa va duce la situații periculoase și răniri grave. Instalarea poate fi făcută doar de profesioniști. Veți avea nevoie și de ajutoare de asamblare și instalare precum stâlpi, flanșe cu șuruburi, cârlige, beton pentru montarea gabioanelor, care nu sunt incluse în pachetul de livrare. Următoarele cunoștințe sunt cel puțin necesare pentru construcția de gabioane: Manipularea în siguranță a uneltelor, mașinilor, scărilor și schelelor. Cunoașterea siguranței muncii și a siguranței în exploatare, precum și luarea măsurilor de precauție împotriva oricăror accidente și pericole. Experiență în transportul și manipularea componentelor grele și voluminoase. Cunoașterea reglementărilor locale în construcții. În cazul în care există incertitudini sau dacă nu dețineți calificările de mai sus, consultați un specialist, inginer certificat sau contactați o companie de instalații competentă. Avertisment: Gabioanele trebuie instalate numai pe o suprafață suficient de stabilă și în conformitate cu instrucțiunile de instalare! Purtați încălțăminte de siguranță și mănuși de protecție în timpul instalării! Atenție! Firele metalice pot fi ascuțite și cu muchii tăioase! Atenție! Pericol de cădere în timpul instalării! Pericolele trebuie evaluate și trebuie luate măsuri de protecție înainte de instalare. - Avertismentele de mai sus nu sunt extinse și nu trebuie luate ca un substitut pentru efectuarea unei evaluări complete a riscurilor înainte de instalarea produsului. xyxy=(241,378,447,440)
instruction-paragraph: Maximum 100 kg ülésenként. Különleges megjegyzés: Ügyeljen arra, hogy a gabion biztonságosan legyen elhelyezve. A gabion használatától függően rögzíteni kell a talajhoz, úgy, hogy az alját betonba ágyazza, vagy oszlopokat, illetve kampókat használ, ahogy az a kézikönyvünkben szerepel. Olvassa el figyelmesen az utasításokat, és őrizze meg a kézikönyvet későbbi hivatkozásra. xyxy=(241,201,447,215)
